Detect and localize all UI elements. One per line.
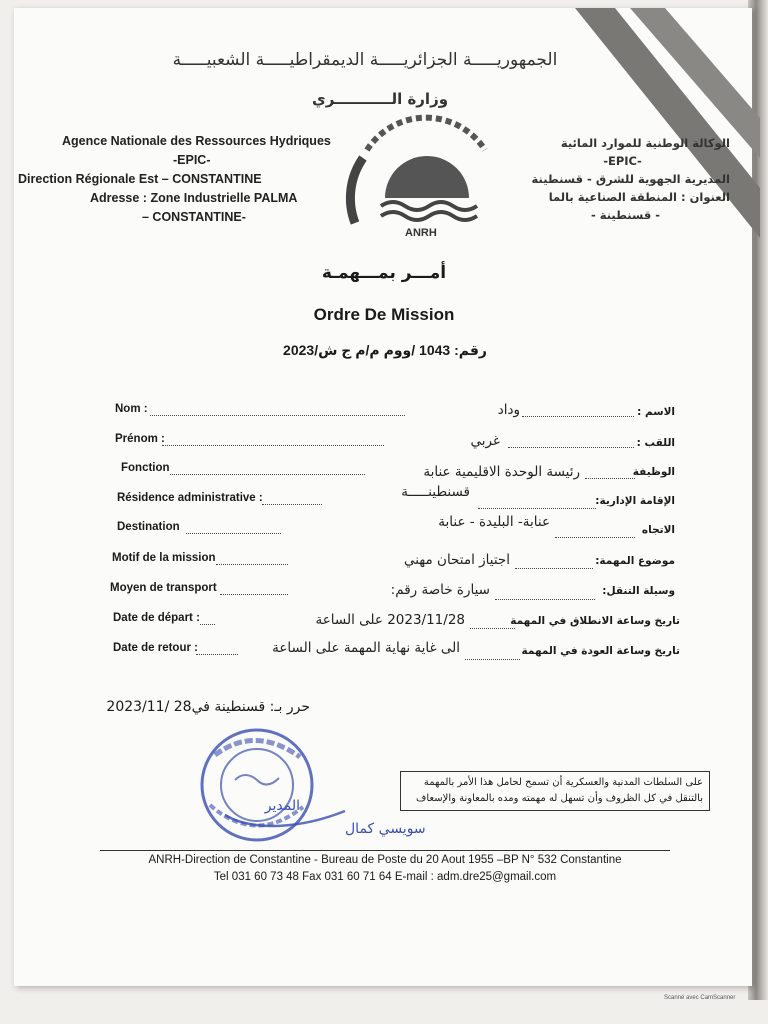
field-label-ar-nom: الاسم : — [637, 406, 675, 418]
anrh-logo — [345, 128, 505, 243]
footer-address: ANRH-Direction de Constantine - Bureau de Poste du 20 Aout 1955 –BP N° 532 Constantine — [148, 854, 622, 866]
agency-address-fr — [18, 132, 348, 227]
field-value-transport: سيارة خاصة رقم: — [390, 582, 490, 598]
field-label-ar-destination: الاتجاه — [641, 524, 675, 536]
field-dots — [196, 644, 238, 655]
footer-divider — [100, 850, 670, 851]
field-label-fr-depart: Date de départ : — [113, 612, 200, 624]
title-fr: Ordre De Mission — [313, 305, 455, 324]
agency-address-ar — [515, 134, 730, 224]
direction-fr: Direction Régionale Est – CONSTANTINE — [18, 172, 262, 186]
field-dots — [495, 589, 595, 600]
field-dots — [478, 498, 596, 509]
field-label-ar-transport: وسيلة التنقل: — [602, 585, 675, 597]
field-label-fr-retour: Date de retour : — [113, 642, 198, 654]
field-dots — [186, 523, 281, 534]
field-label-ar-prenom: اللقب : — [636, 437, 675, 449]
field-dots — [262, 494, 322, 505]
agency-name-ar: الوكالة الوطنية للموارد المائية — [560, 136, 730, 150]
signature-place-date: حرر بـ: قسنطينة في28 /2023/11 — [106, 699, 310, 715]
republic-heading: الجمهوريـــــة الجزائريـــــة الديمقراطيـــــة الشعبيـــــة — [172, 50, 558, 70]
field-value-depart: 2023/11/28 على الساعة — [315, 612, 465, 628]
reference-number: رقم: 1043 /ووم م/م ج ش/2023 — [283, 342, 487, 358]
ministry-heading: وزارة الـــــــــــري — [311, 90, 449, 108]
field-dots — [170, 464, 365, 475]
field-value-retour: الى غاية نهاية المهمة على الساعة — [272, 640, 460, 656]
field-value-residence: قسنطينـــــة — [401, 484, 470, 500]
field-label-fr-transport: Moyen de transport — [110, 582, 217, 594]
agency-epic-ar: -EPIC- — [603, 154, 642, 168]
field-dots — [150, 405, 405, 416]
field-dots — [200, 614, 215, 625]
field-dots — [216, 554, 288, 565]
title-ar: أمـــر بمـــهمـة — [321, 263, 447, 283]
field-value-motif: اجتياز امتحان مهني — [403, 552, 510, 568]
director-title: المدير — [264, 798, 300, 814]
field-label-ar-depart: تاريخ وساعة الانطلاق في المهمة — [510, 615, 680, 627]
field-label-ar-retour: تاريخ وساعة العودة في المهمة — [521, 645, 680, 657]
field-dots — [220, 584, 288, 595]
field-label-fr-fonction: Fonction — [121, 462, 170, 474]
field-value-nom: وداد — [497, 402, 520, 418]
field-label-fr-prenom: Prénom : — [115, 433, 165, 445]
field-label-ar-residence: الإقامة الإدارية: — [595, 495, 675, 507]
agency-epic-fr: -EPIC- — [173, 153, 211, 167]
field-label-fr-nom: Nom : — [115, 403, 148, 415]
direction-ar: المديرية الجهوية للشرق - قسنطينة — [531, 172, 730, 186]
logo-text: ANRH — [405, 227, 437, 239]
field-label-ar-fonction: الوظيفة — [632, 466, 675, 478]
city-fr: – CONSTANTINE- — [142, 210, 246, 224]
director-name: سويسي كمال — [345, 821, 426, 837]
field-dots — [162, 435, 384, 446]
field-label-ar-motif: موضوع المهمة: — [595, 555, 675, 567]
scanner-watermark: Scanné avec CamScanner — [664, 995, 736, 1001]
field-value-prenom: غربي — [470, 433, 500, 449]
address-ar: العنوان : المنطقة الصناعية بالما — [548, 190, 730, 204]
field-dots — [515, 558, 593, 569]
field-value-destination: عنابة- البليدة - عنابة — [438, 514, 550, 530]
city-ar: - قسنطينة - — [590, 208, 660, 222]
authority-notice: على السلطات المدنية والعسكرية أن تسمح لحامل هذا الأمر بالمهمة بالتنقل في كل الظروف وأن تسهل له مهمته ومده بالمعاونة والإسعاف — [400, 771, 710, 811]
field-label-fr-residence: Résidence administrative : — [117, 492, 263, 504]
field-value-fonction: رئيسة الوحدة الاقليمية عنابة — [423, 464, 580, 480]
field-dots — [470, 618, 515, 629]
address-fr: Adresse : Zone Industrielle PALMA — [90, 191, 298, 205]
field-label-fr-motif: Motif de la mission — [112, 552, 216, 564]
footer-contact: Tel 031 60 73 48 Fax 031 60 71 64 E-mail : adm.dre25@gmail.com — [213, 871, 557, 883]
field-label-fr-destination: Destination — [117, 521, 180, 533]
agency-name-fr: Agence Nationale des Ressources Hydriques — [62, 134, 331, 148]
official-stamp — [195, 715, 426, 845]
